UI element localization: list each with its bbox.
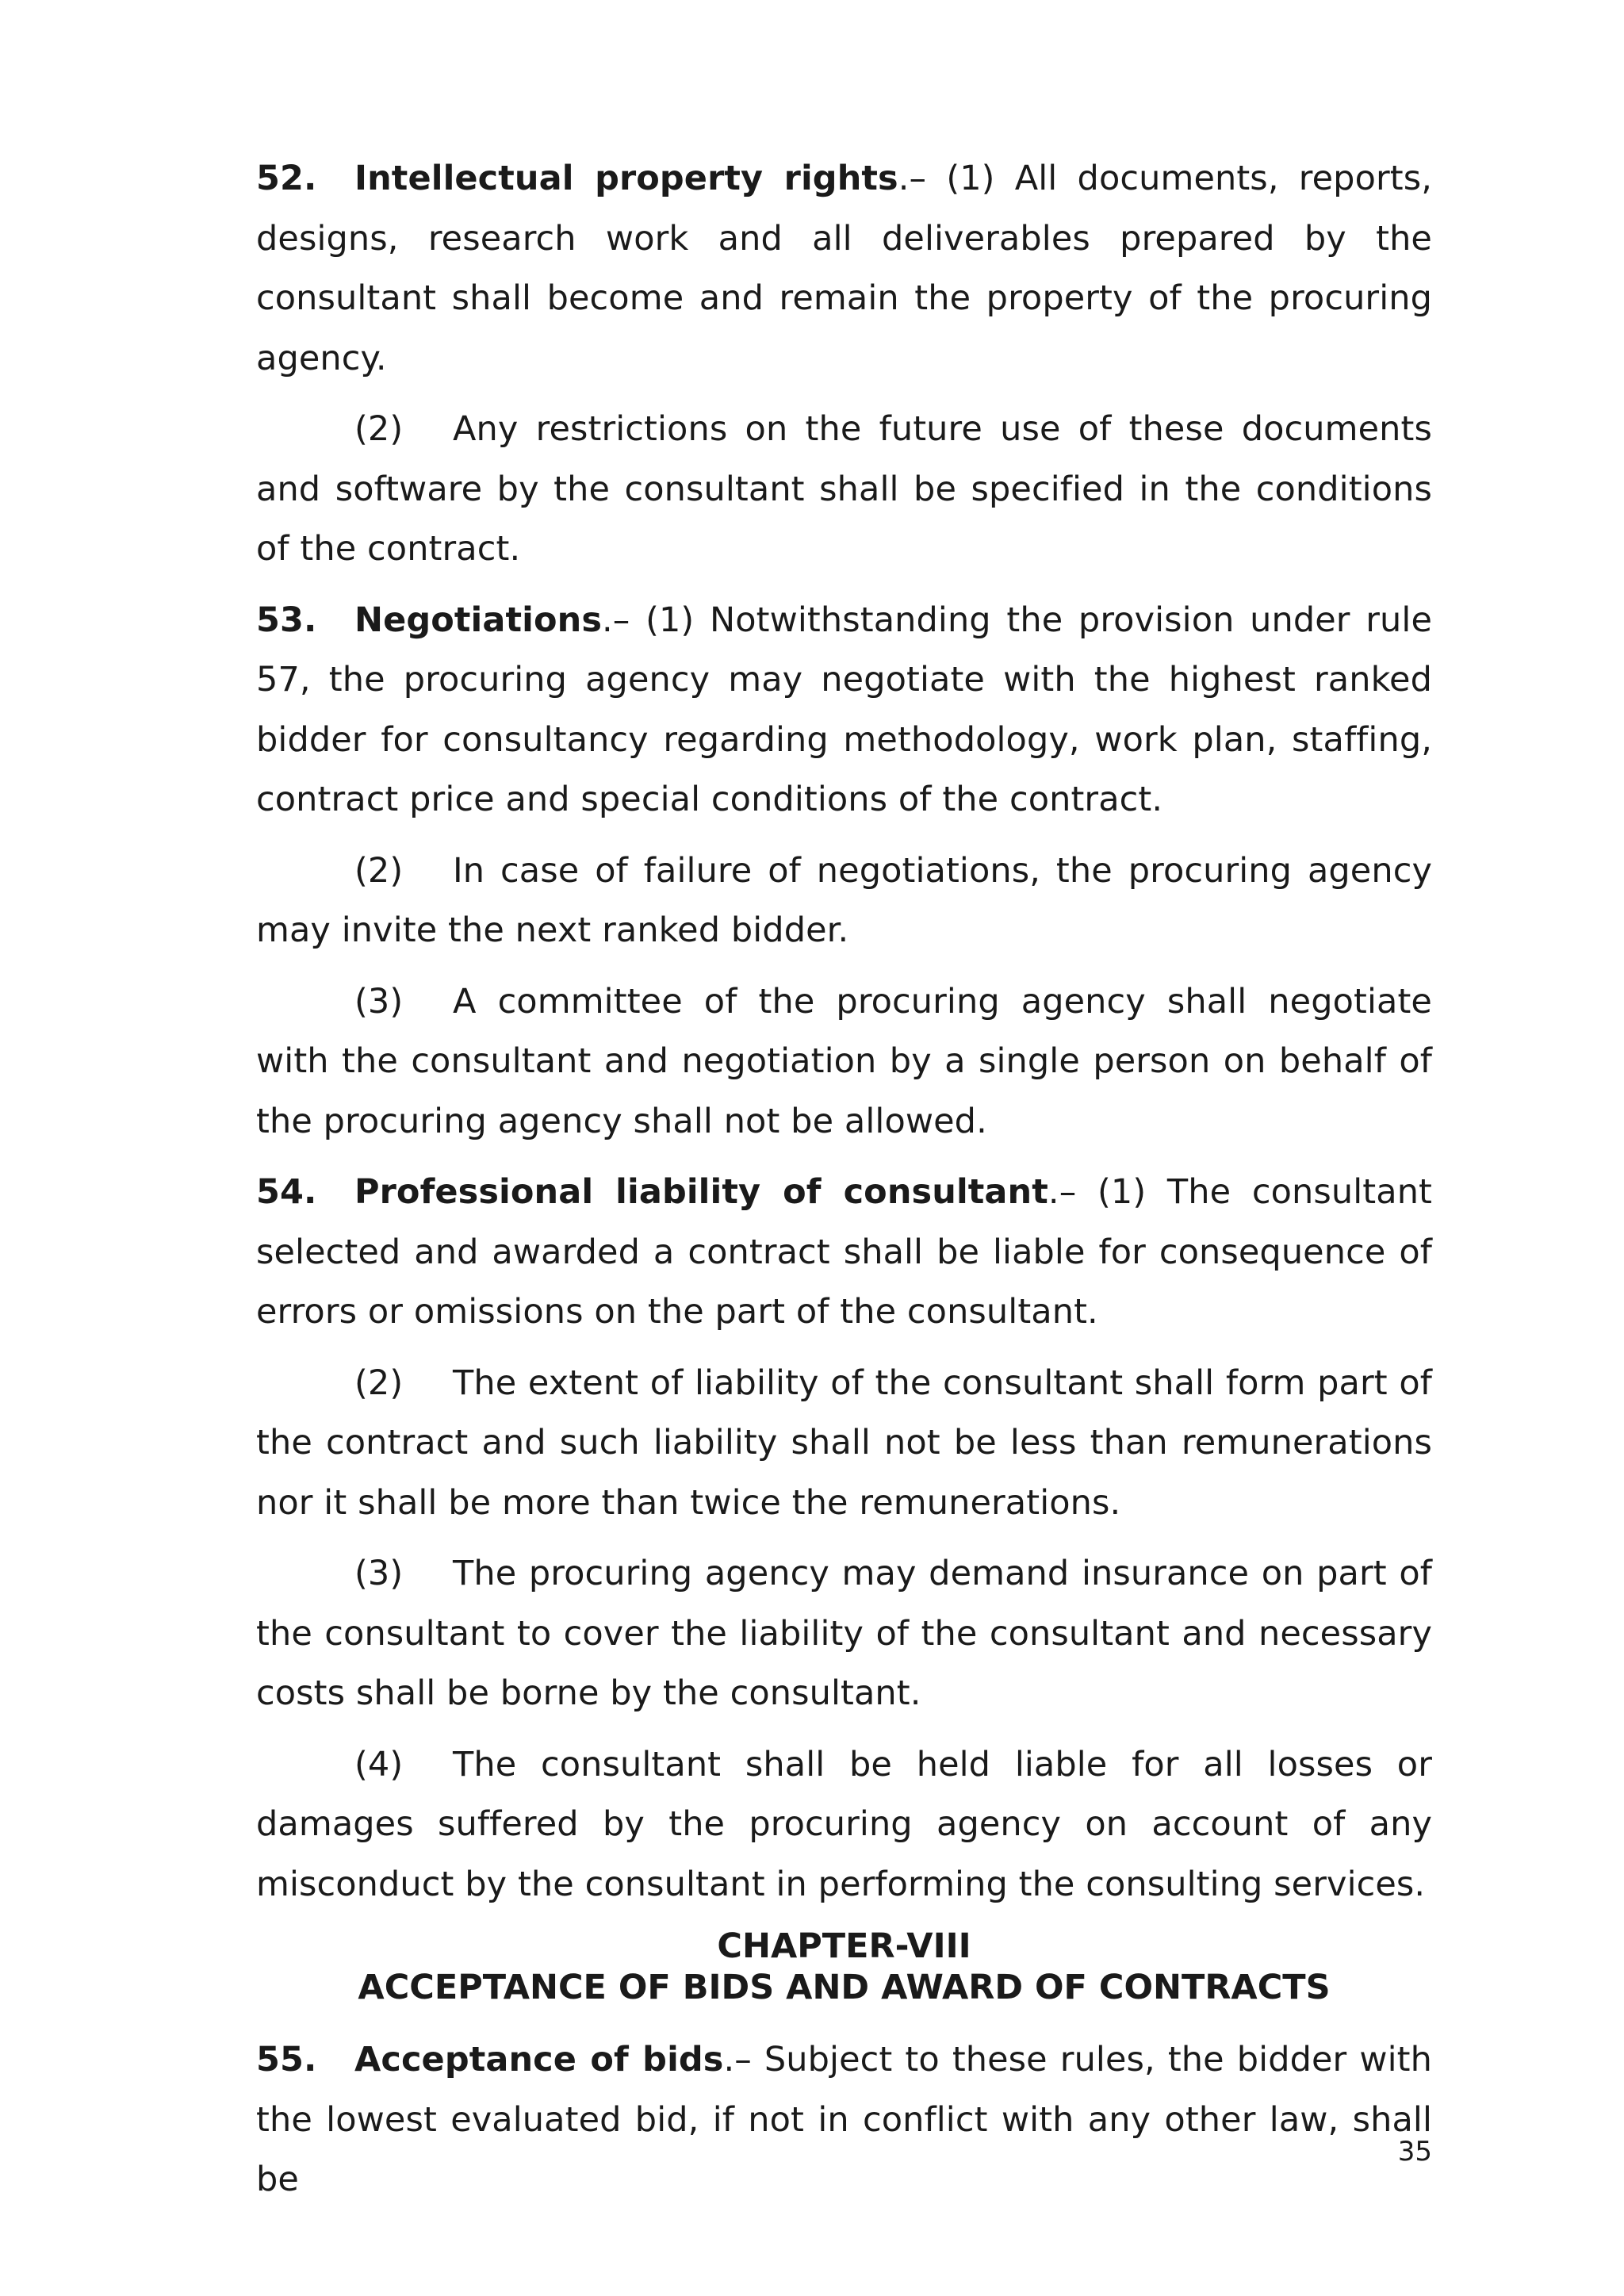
rule-number: 54. <box>256 1172 317 1212</box>
chapter-heading <box>256 1926 1432 2008</box>
subclause-paragraph <box>256 1735 1432 1915</box>
subclause-paragraph <box>256 400 1432 580</box>
subclause-number: (2) <box>354 1363 404 1403</box>
rule-title: Intellectual property rights <box>354 159 898 198</box>
subclause-paragraph <box>256 1354 1432 1534</box>
subclause-number: (3) <box>354 981 404 1022</box>
subclause-paragraph <box>256 1544 1432 1724</box>
subclause-paragraph <box>256 972 1432 1152</box>
document-page <box>256 149 1432 2221</box>
subclause-text: Any restrictions on the future use of these documents and software by the consultant shall be specified in the conditions of the contract. <box>256 409 1432 569</box>
subclause-number: (3) <box>354 1554 404 1593</box>
rule-title: Professional liability of consultant <box>354 1172 1048 1212</box>
chapter-title: ACCEPTANCE OF BIDS AND AWARD OF CONTRACTS <box>358 1968 1331 2007</box>
subclause-text: The procuring agency may demand insurance on part of the consultant to cover the liability of the consultant and necessary costs shall be borne by the consultant. <box>256 1554 1432 1713</box>
rule-separator: .– <box>1048 1172 1097 1212</box>
rule-text: (1) The consultant selected and awarded a contract shall be liable for consequence of errors or omissions on the part of the consultant. <box>256 1172 1433 1332</box>
rule-paragraph <box>256 591 1432 830</box>
subclause-number: (2) <box>354 850 404 891</box>
rule-paragraph <box>256 1163 1432 1343</box>
subclause-text: A committee of the procuring agency shall negotiate with the consultant and negotiation by a single person on behalf of the procuring agency shall not be allowed. <box>256 981 1432 1141</box>
subclause-number: (4) <box>354 1744 404 1784</box>
rule-paragraph <box>256 149 1432 389</box>
rule-text: (1) Notwithstanding the provision under rule 57, the procuring agency may negotiate with the highest ranked bidder for consultancy regarding methodology, work plan, staffing, contract price and special conditions of the contract. <box>256 600 1432 819</box>
rule-separator: .– <box>723 2040 764 2079</box>
rule-paragraph <box>256 2030 1432 2210</box>
rule-number: 52. <box>256 159 317 198</box>
rule-text: (1) All documents, reports, designs, research work and all deliverables prepared by the consultant shall become and remain the property of the procuring agency. <box>256 159 1432 378</box>
chapter-number: CHAPTER-VIII <box>717 1926 971 1966</box>
rule-separator: .– <box>898 159 947 198</box>
subclause-text: The extent of liability of the consultant shall form part of the contract and such liability shall not be less than remunerations nor it shall be more than twice the remunerations. <box>256 1363 1432 1523</box>
rule-number: 55. <box>256 2040 317 2079</box>
subclause-text: The consultant shall be held liable for all losses or damages suffered by the procuring agency on account of any misconduct by the consultant in performing the consulting services. <box>256 1744 1432 1904</box>
subclause-number: (2) <box>354 409 404 449</box>
rule-title: Acceptance of bids <box>354 2040 724 2079</box>
rule-text: Subject to these rules, the bidder with the lowest evaluated bid, if not in conflict with any other law, shall be <box>256 2040 1432 2199</box>
subclause-text: In case of failure of negotiations, the procuring agency may invite the next ranked bidder. <box>256 850 1432 950</box>
rule-title: Negotiations <box>354 600 603 640</box>
subclause-paragraph <box>256 841 1432 961</box>
rule-number: 53. <box>256 600 317 640</box>
rule-separator: .– <box>602 600 646 640</box>
page-number: 35 <box>1397 2136 1432 2168</box>
